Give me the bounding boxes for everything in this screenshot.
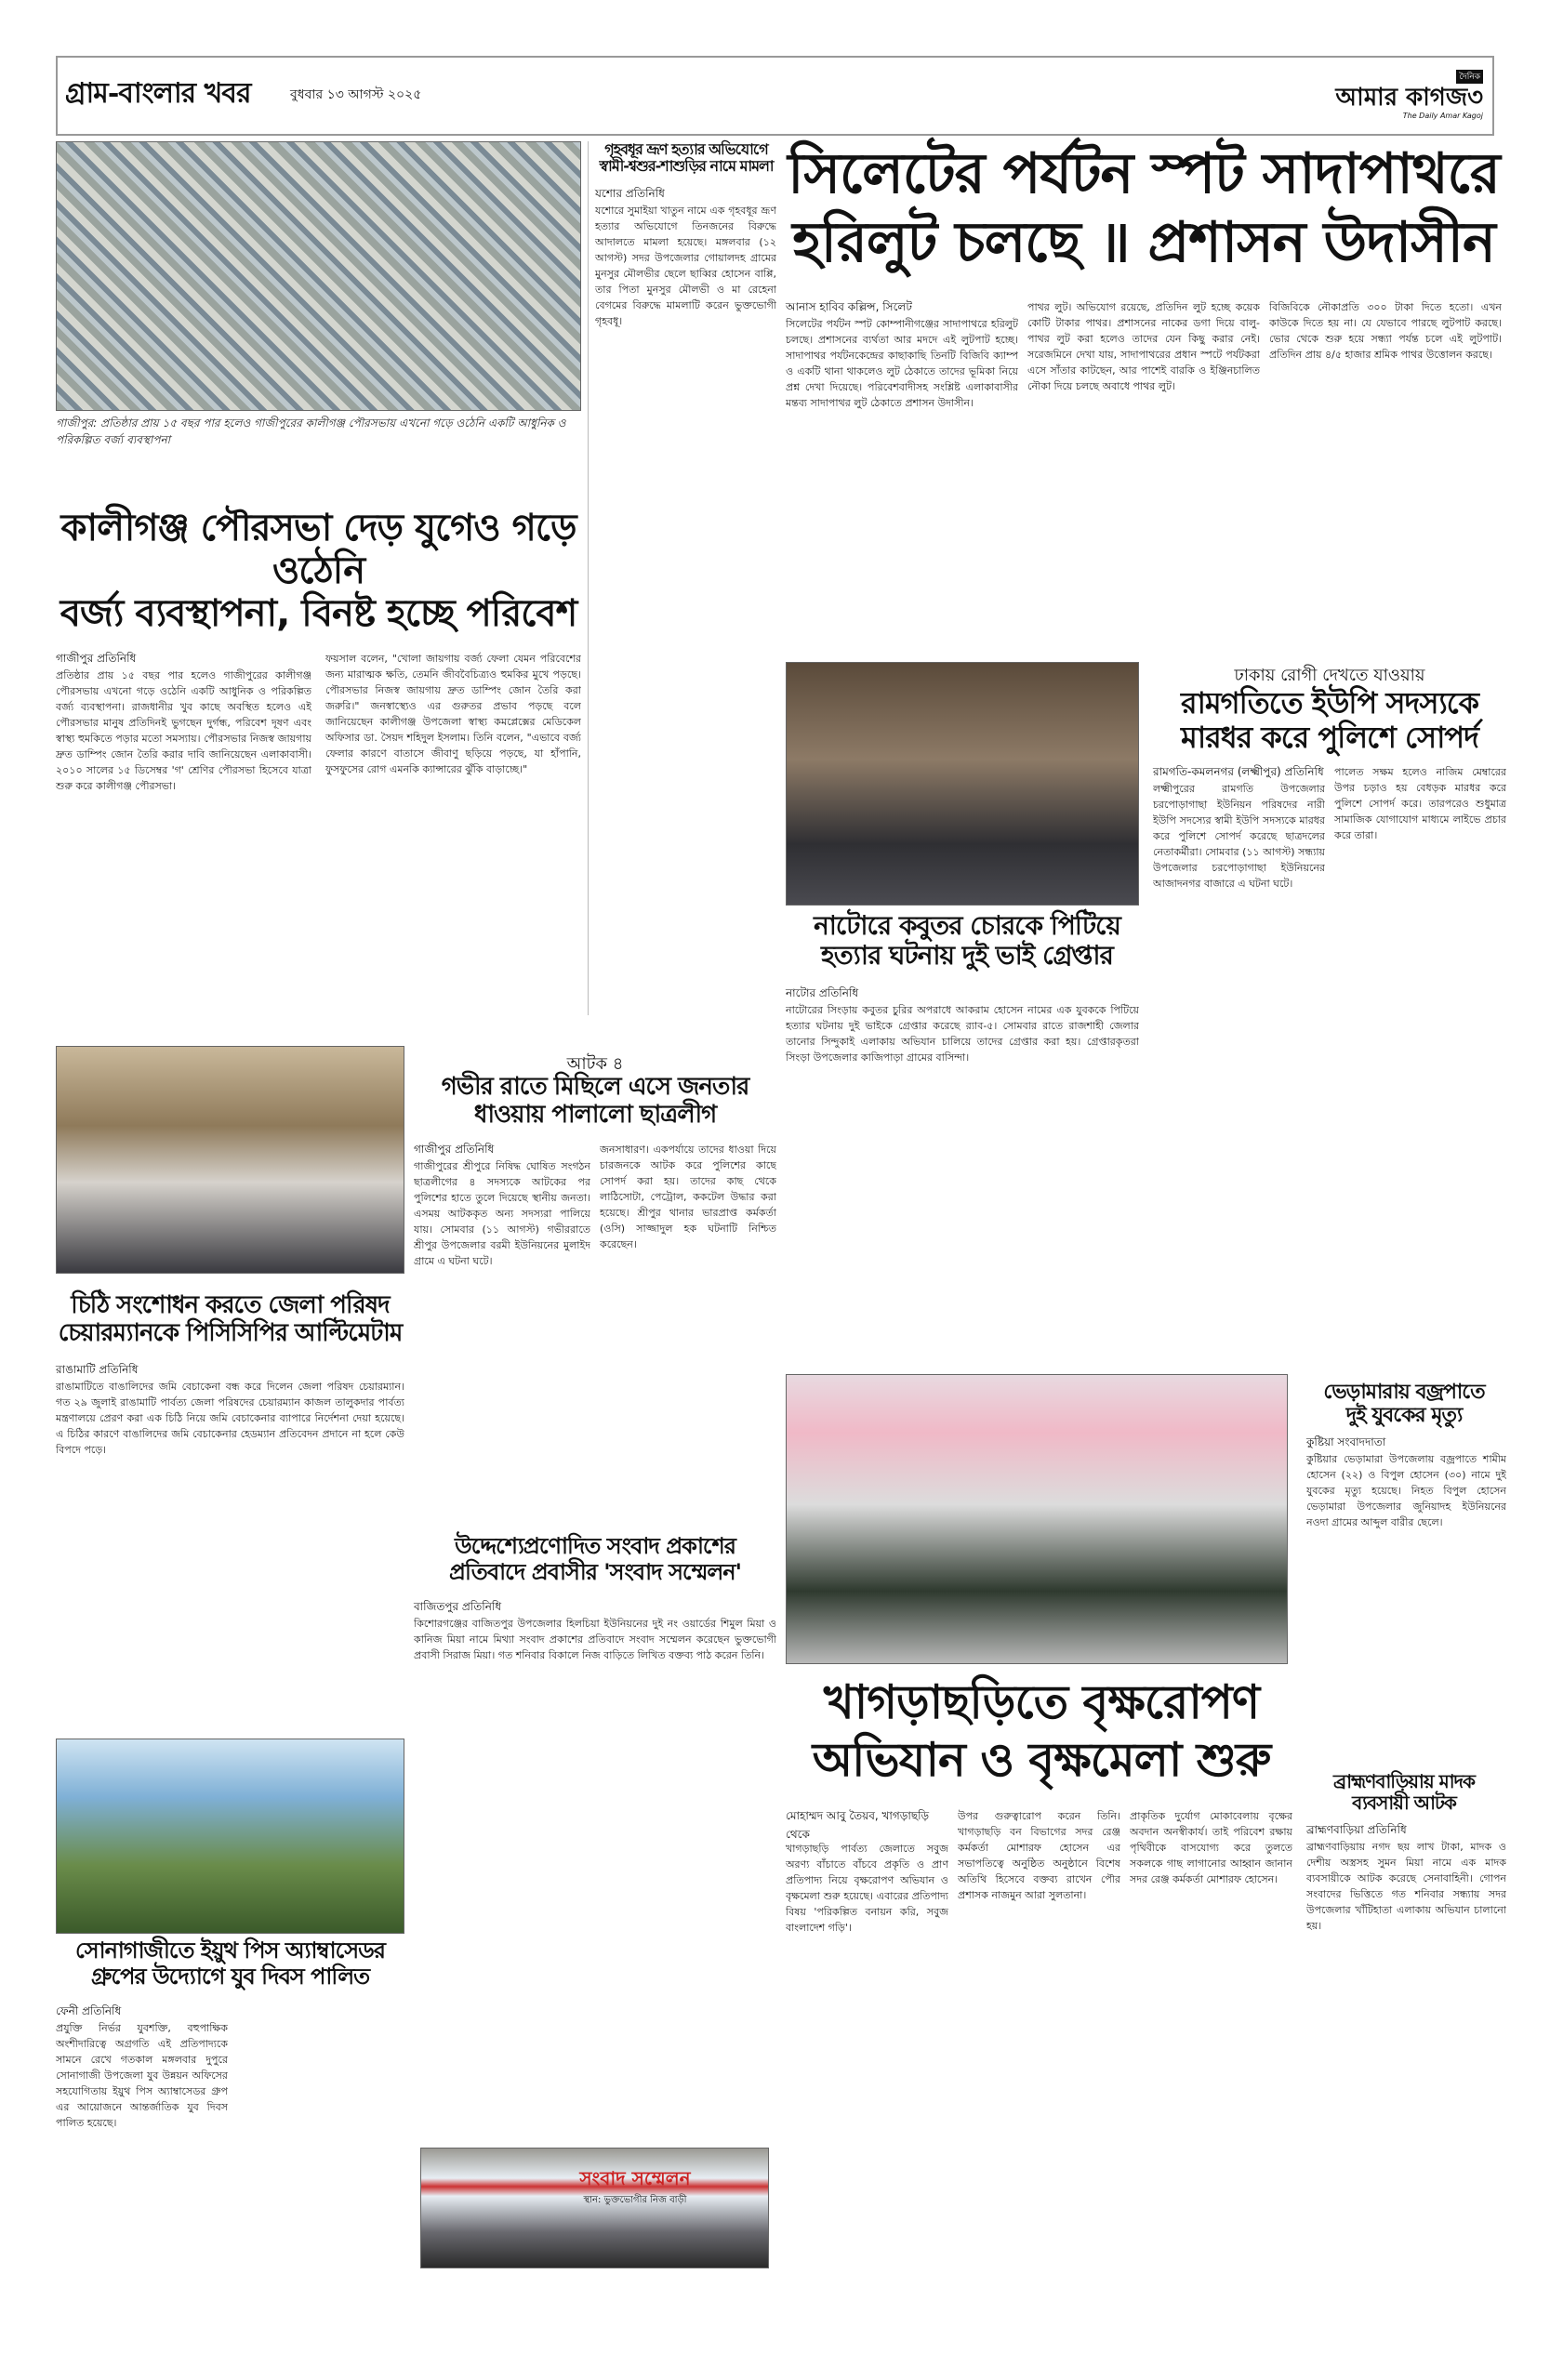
- photo-caption: গাজীপুর: প্রতিষ্ঠার প্রায় ১৫ বছর পার হলেও গাজীপুরের কালীগঞ্জ পৌরসভায় এখনো গড়ে ওঠেনি একটি আধুনিক ও পরিকল্পিত বর্জ্য ব্যবস্থাপনা: [56, 416, 566, 446]
- masthead: [56, 56, 1494, 136]
- article-body: গাজীপুরের শ্রীপুরে নিষিদ্ধ ঘোষিত সংগঠন ছাত্রলীগের ৪ সদস্যকে আটকের পর পুলিশের হাতে তুলে দিয়েছে স্থানীয় জনতা। এসময় আটককৃত অন্য সদস্যরা পালিয়ে যায়। সোমবার (১১ আগস্ট) গভীররাতে শ্রীপুর উপজেলার বরমী ইউনিয়নের মুলাইদ গ্রামে এ ঘটনা ঘটে।: [414, 1160, 590, 1267]
- article-body: প্রযুক্তি নির্ভর যুবশক্তি, বহুপাক্ষিক অংশীদারিত্বে অগ্রগতি এই প্রতিপাদ্যকে সামনে রেখে গতকাল মঙ্গলবার দুপুরে সোনাগাজী উপজেলা যুব উন্নয়ন অফিসের সহযোগিতায় ইয়ুথ পিস অ্যাম্বাসেডর গ্রুপ এর আয়োজনে আন্তর্জাতিক যুব দিবস পালিত হয়েছে।: [56, 2022, 228, 2129]
- headline-line-2: ব্যবসায়ী আটক: [1352, 1792, 1456, 1814]
- byline: নাটোর প্রতিনিধি: [786, 986, 859, 999]
- article-body: পাথর লুট। অভিযোগ রয়েছে, প্রতিদিন লুট হচ্ছে কয়েক কোটি টাকার পাথর। প্রশাসনের নাকের ডগা দিয়ে বালু-পাথর লুট করা হলেও তাদের যেন কিছু করার নেই। সরেজমিনে দেখা যায়, সাদাপাথরের প্রধান স্পটে পর্যটকরা এসে সাঁতার কাটছেন, আর পাশেই বারকি ও ইঞ্জিনচালিত নৌকা দিয়ে চলছে অবাধে পাথর লুট।: [1027, 301, 1260, 392]
- headline-line-2: হত্যার ঘটনায় দুই ভাই গ্রেপ্তার: [821, 940, 1113, 972]
- byline: যশোর প্রতিনিধি: [595, 187, 665, 200]
- headline-line-2: স্বামী-শ্বশুর-শাশুড়ির নামে মামলা: [599, 157, 774, 176]
- headline-line-2: প্রতিবাদে প্রবাসীর 'সংবাদ সম্মেলন': [449, 1558, 741, 1585]
- article-body: পালেত সক্ষম হলেও নাজিম মেম্বারের উপর চড়াও হয় বেধড়ক মারধর করে পুলিশে সোপর্দ করে। তারপরেও শুধুমাত্র সামাজিক যোগাযোগ মাধ্যমে লাইভে প্রচার করে তারা।: [1334, 766, 1506, 841]
- waste-dump-photo: [56, 141, 581, 411]
- article-body: রাঙামাটিতে বাঙালিদের জমি বেচাকেনা বন্ধ করে দিলেন জেলা পরিষদ চেয়ারম্যান। গত ২৯ জুলাই রাঙামাটি পার্বত্য জেলা পরিষদের চেয়ারম্যান কাজল তালুকদার পার্বত্য মন্ত্রণালয়ে প্রেরণ করা এক চিঠি নিয়ে জমি বেচাকেনার ব্যাপারে নির্দেশনা দেয়া হয়েছে। এ চিঠির কারণে বাঙালিদের জমি বেচাকেনার হেডম্যান প্রতিবেদন প্রদানে না হলে কেউ বিপদে পড়ে।: [56, 1381, 404, 1456]
- byline: রাঙামাটি প্রতিনিধি: [56, 1363, 139, 1376]
- byline: ব্রাহ্মণবাড়িয়া প্রতিনিধি: [1306, 1823, 1407, 1836]
- pcp-meeting-photo: [56, 1046, 404, 1274]
- byline: গাজীপুর প্রতিনিধি: [414, 1143, 495, 1156]
- article-body: কুষ্টিয়ার ভেড়ামারা উপজেলায় বজ্রপাতে শামীম হোসেন (২২) ও বিপুল হোসেন (৩০) নামে দুই যুবকের মৃত্যু হয়েছে। নিহত বিপুল হোসেন ভেড়ামারা উপজেলার জুনিয়াদহ ইউনিয়নের নওদা গ্রামের আব্দুল বারীর ছেলে।: [1306, 1453, 1506, 1528]
- article-body: জনসাধারণ। একপর্যায়ে তাদের ধাওয়া দিয়ে চারজনকে আটক করে পুলিশের কাছে সোপর্দ করা হয়। তাদের কাছ থেকে লাঠিসোটা, পেট্রোল, ককটেল উদ্ধার করা হয়েছে। শ্রীপুর থানার ভারপ্রাপ্ত কর্মকর্তা (ওসি) সাজ্জাদুল হক ঘটনাটি নিশ্চিত করেছেন।: [600, 1144, 776, 1250]
- chhatraleague-kicker: আটক ৪: [566, 1054, 624, 1074]
- column-rule: [588, 141, 589, 1015]
- headline-line-2: হরিলুট চলছে ॥ প্রশাসন উদাসীন: [792, 210, 1495, 275]
- logo-top: দৈনিক: [1456, 70, 1483, 84]
- article-body: নাটোরের সিংড়ায় কবুতর চুরির অপরাধে আকরাম হোসেন নামের এক যুবককে পিটিয়ে হত্যার ঘটনায় দুই ভাইকে গ্রেপ্তার করেছে র‍্যাব-৫। সোমবার রাতে রাজশাহী জেলার তানোর সিন্দুকাই এলাকায় অভিযান চালিয়ে তাদের গ্রেপ্তার করা হয়। গ্রেপ্তারকৃতরা সিংড়া উপজেলার কাজিপাড়া গ্রামের বাসিন্দা।: [786, 1004, 1139, 1064]
- publication-date: বুধবার ১৩ আগস্ট ২০২৫: [290, 87, 422, 102]
- chhatraleague-headline: [414, 1074, 776, 1130]
- headline-line-1: সিলেটের পর্যটন স্পট সাদাপাথরে: [788, 141, 1500, 206]
- khagrachari-headline: [781, 1673, 1302, 1789]
- article-body: সিলেটের পর্যটন স্পট কোম্পানীগঞ্জের সাদাপাথরে হরিলুট চলছে। প্রশাসনের ব্যর্থতা আর মদদে এই লুটপাট হচ্ছে। সাদাপাথর পর্যটনকেন্দ্রের কাছাকাছি তিনটি বিজিবি ক্যাম্প ও একটি থানা থাকলেও লুট ঠেকাতে তাদের ভূমিকা নিয়ে প্রশ্ন দেখা দিয়েছে। পরিবেশবাদীসহ সংশ্লিষ্ট এলাকাবাসীর মন্তব্য সাদাপাথর লুট ঠেকাতে প্রশাসন উদাসীন।: [786, 318, 1018, 409]
- headline-line-2: গ্রুপের উদ্যোগে যুব দিবস পালিত: [90, 1963, 370, 1990]
- article-body: প্রাকৃতিক দুর্যোগ মোকাবেলায় বৃক্ষের অবদান অনস্বীকার্য। তাই পরিবেশ রক্ষায় পৃথিবীকে বাসযোগ্য করে তুলতে সকলকে গাছ লাগানোর আহ্বান জানান সদর রেঞ্জ কর্মকর্তা মোশারফ হোসেন।: [1130, 1810, 1292, 1885]
- headline-line-2: বর্জ্য ব্যবস্থাপনা, বিনষ্ট হচ্ছে পরিবেশ: [60, 592, 577, 635]
- headline-line-1: উদ্দেশ্যেপ্রণোদিত সংবাদ প্রকাশের: [455, 1533, 735, 1559]
- headline-line-1: রামগতিতে ইউপি সদস্যকে: [1181, 685, 1478, 721]
- byline: ফেনী প্রতিনিধি: [56, 2004, 122, 2017]
- tree-fair-photo: [786, 1374, 1288, 1664]
- ramgati-headline: [1153, 686, 1506, 755]
- byline: রামগতি-কমলনগর (লক্ষ্মীপুর) প্রতিনিধি: [1153, 765, 1324, 778]
- headline-line-2: ধাওয়ায় পালালো ছাত্রলীগ: [473, 1100, 717, 1129]
- article-body: ফয়সাল বলেন, "খোলা জায়গায় বর্জ্য ফেলা যেমন পরিবেশের জন্য মারাত্মক ক্ষতি, তেমনি জীববৈচিত্র্যও হুমকির মুখে পড়ছে। পৌরসভার নিজস্ব জায়গায় দ্রুত ডাম্পিং জোন তৈরি করা জরুরি।" জনস্বাস্থ্যেও এর গুরুতর প্রভাব পড়ছে বলে জানিয়েছেন কালীগঞ্জ উপজেলা স্বাস্থ্য কমপ্লেক্সের মেডিকেল অফিসার ডা. সৈয়দ শহিদুল ইসলাম। তিনি বলেন, "এভাবে বর্জ্য ফেলার কারণে বাতাসে জীবাণু ছড়িয়ে পড়ছে, যা হাঁপানি, ফুসফুসের রোগ এমনকি ক্যান্সারের ঝুঁকি বাড়াচ্ছে।": [325, 653, 581, 775]
- headline-line-1: ভেড়ামারায় বজ্রপাতে: [1323, 1381, 1485, 1404]
- headline-line-1: কালীগঞ্জ পৌরসভা দেড় যুগেও গড়ে ওঠেনি: [60, 507, 576, 592]
- headline-line-2: দুই যুবকের মৃত্যু: [1345, 1404, 1463, 1428]
- logo-name: আমার কাগজ: [1335, 84, 1468, 112]
- headline-line-1: ব্রাহ্মণবাড়িয়ায় মাদক: [1332, 1770, 1476, 1792]
- banner-title: সংবাদ সম্মেলন: [579, 2167, 691, 2189]
- headline-line-1: গৃহবধূর ভ্রূণ হত্যার অভিযোগে: [604, 140, 768, 158]
- article-body: খাগড়াছড়ি পার্বত্য জেলাতে সবুজ অরণ্য বাঁচাতে বাঁচবে প্রকৃতি ও প্রাণ প্রতিপাদ্য নিয়ে বৃক্ষরোপণ অভিযান ও বৃক্ষমেলা শুরু হয়েছে। এবারের প্রতিপাদ্য বিষয় 'পরিকল্পিত বনায়ন করি, সবুজ বাংলাদেশ গড়ি'।: [786, 1843, 948, 1934]
- section-title: গ্রাম-বাংলার খবর: [65, 77, 251, 110]
- natore-headline: [786, 911, 1148, 971]
- banner-venue: স্থান: ভুক্তভোগীর নিজ বাড়ী: [583, 2195, 687, 2205]
- natore-photo: [786, 662, 1139, 906]
- ramgati-kicker: ঢাকায় রোগী দেখতে যাওয়ায়: [1234, 666, 1425, 685]
- article-body: প্রতিষ্ঠার প্রায় ১৫ বছর পার হলেও গাজীপুরের কালীগঞ্জ পৌরসভায় এখনো গড়ে ওঠেনি একটি আধুনিক ও পরিকল্পিত বর্জ্য ব্যবস্থাপনা। রাজধানীর খুব কাছে অবস্থিত হলেও এই পৌরসভার মানুষ প্রতিদিনই ভুগছেন দুর্গন্ধ, পরিবেশ দূষণ এবং স্বাস্থ্য হুমকিতে পড়ার মতো সমস্যায়। পৌরসভার নিজস্ব জায়গায় দ্রুত ডাম্পিং জোন তৈরি করার দাবি জানিয়েছেন এলাকাবাসী। ২০১০ সালের ১৫ ডিসেম্বর 'গ' শ্রেণির পৌরসভা হিসেবে যাত্রা শুরু করে কালীগঞ্জ পৌরসভা।: [56, 669, 311, 792]
- logo-english: The Daily Amar Kagoj: [1402, 112, 1483, 120]
- article-body: উপর গুরুত্বারোপ করেন তিনি। খাগড়াছড়ি বন বিভাগের সদর রেঞ্জ কর্মকর্তা মোশারফ হোসেন এর সভাপতিত্বে অনুষ্ঠিত অনুষ্ঠানে বিশেষ অতিথি হিসেবে বক্তব্য রাখেন পৌর প্রশাসক নাজমুন আরা সুলতানা।: [958, 1810, 1120, 1901]
- brahmanbaria-headline: [1302, 1771, 1506, 1814]
- youth-day-photo: [56, 1739, 404, 1934]
- headline-line-1: সোনাগাজীতে ইয়ুথ পিস অ্যাম্বাসেডর: [75, 1937, 385, 1964]
- byline: মোহাম্মদ আবু তৈয়ব, খাগড়াছড়ি থেকে: [786, 1809, 930, 1841]
- bheramara-headline: [1302, 1381, 1506, 1428]
- sylhet-headline: [786, 139, 1502, 277]
- headline-line-1: খাগড়াছড়িতে বৃক্ষরোপণ: [823, 1675, 1260, 1729]
- headline-line-2: অভিযান ও বৃক্ষমেলা শুরু: [812, 1733, 1271, 1787]
- page-number: ৩: [1467, 84, 1483, 112]
- byline: কুষ্টিয়া সংবাদদাতা: [1306, 1435, 1386, 1448]
- headline-line-1: চিঠি সংশোধন করতে জেলা পরিষদ: [71, 1291, 390, 1319]
- sonagazi-headline: [51, 1938, 409, 1990]
- article-body: বিজিবিকে নৌকাপ্রতি ৩০০ টাকা দিতে হতো। এখন কাউকে দিতে হয় না। যে যেভাবে পারছে লুটপাট করছে। ভোর থেকে শুরু হয়ে সন্ধ্যা পর্যন্ত চলে এই লুটপাট। প্রতিদিন প্রায় ৪/৫ হাজার শ্রমিক পাথর উত্তোলন করছে।: [1269, 301, 1502, 361]
- article-body: ব্রাহ্মণবাড়িয়ায় নগদ ছয় লাখ টাকা, মাদক ও দেশীয় অস্ত্রসহ সুমন মিয়া নামে এক মাদক ব্যবসায়ীকে আটক করেছে সেনাবাহিনী। গোপন সংবাদের ভিত্তিতে গত শনিবার সন্ধ্যায় সদর উপজেলার খাঁটিহাতা এলাকায় অভিযান চালানো হয়।: [1306, 1841, 1506, 1932]
- press-conference-photo: [420, 2148, 769, 2268]
- article-body: লক্ষ্মীপুরের রামগতি উপজেলার চরপোড়াগাছা ইউনিয়ন পরিষদের নারী ইউপি সদস্যের স্বামী ইউপি সদস্যকে মারধর করে পুলিশে সোপর্দ করেছে ছাত্রদলের নেতাকর্মীরা। সোমবার (১১ আগস্ট) সন্ধ্যায় উপজেলার চরপোড়াগাছা ইউনিয়নের আজাদনগর বাজারে এ ঘটনা ঘটে।: [1153, 783, 1325, 890]
- byline: বাজিতপুর প্রতিনিধি: [414, 1600, 502, 1613]
- headline-line-1: গভীর রাতে মিছিলে এসে জনতার: [441, 1073, 749, 1101]
- newspaper-logo: [1306, 65, 1483, 126]
- probashi-headline: [414, 1534, 776, 1585]
- headline-line-2: মারধর করে পুলিশে সোপর্দ: [1181, 719, 1478, 755]
- byline: গাজীপুর প্রতিনিধি: [56, 652, 137, 665]
- article-body: যশোরে সুমাইয়া খাতুন নামে এক গৃহবধূর ভ্রূণ হত্যার অভিযোগে তিনজনের বিরুদ্ধে আদালতে মামলা হয়েছে। মঙ্গলবার (১২ আগস্ট) সদর উপজেলার গোয়ালদহ গ্রামের মুনসুর মৌলভীর ছেলে ছাব্বির হোসেন বাপ্পি, তার পিতা মুনসুর মৌলভী ও মা রেহেনা বেগমের বিরুদ্ধে মামলাটি করেন ভুক্তভোগী গৃহবধূ।: [595, 205, 776, 327]
- jessore-headline: [593, 141, 779, 176]
- pcp-headline: [51, 1292, 409, 1348]
- kaliganj-headline: [51, 507, 586, 635]
- article-body: কিশোরগঞ্জের বাজিতপুর উপজেলার হিলচিয়া ইউনিয়নের দুই নং ওয়ার্ডের শিমুল মিয়া ও কানিজ মিয়া নামে মিথ্যা সংবাদ প্রকাশের প্রতিবাদে সংবাদ সম্মেলন করেছেন ভুক্তভোগী প্রবাসী সিরাজ মিয়া। গত শনিবার বিকালে নিজ বাড়িতে লিখিত বক্তব্য পাঠ করেন তিনি।: [414, 1618, 776, 1661]
- headline-line-2: চেয়ারম্যানকে পিসিসিপির আল্টিমেটাম: [58, 1318, 403, 1347]
- headline-line-1: নাটোরে কবুতর চোরকে পিটিয়ে: [814, 910, 1120, 941]
- byline: আনাস হাবিব কল্লিন্স, সিলেট: [786, 300, 912, 313]
